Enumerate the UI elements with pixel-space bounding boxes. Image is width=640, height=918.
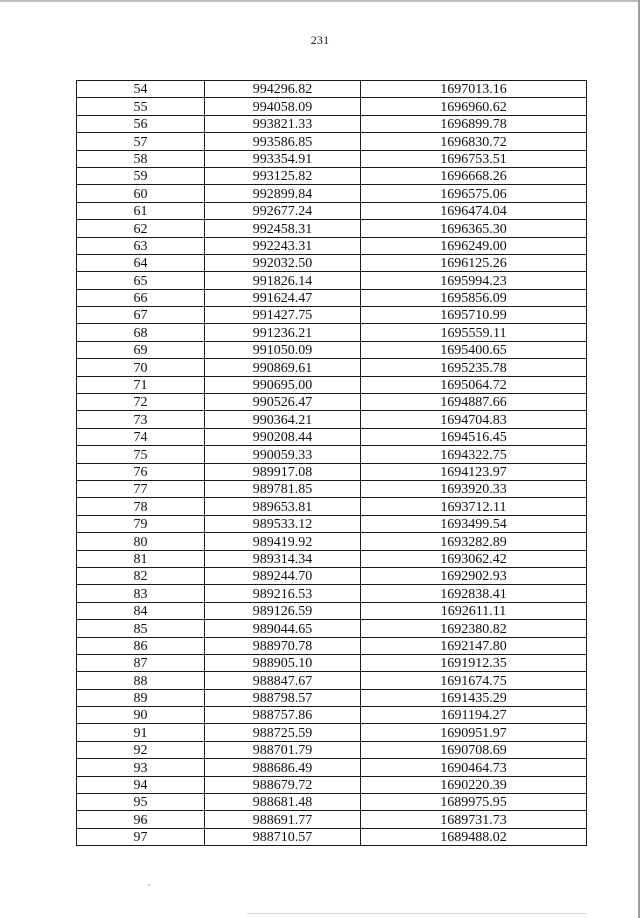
point-number-cell: 73 [77, 411, 205, 428]
point-number-cell: 56 [77, 115, 205, 132]
y-coordinate-cell: 1695856.09 [361, 289, 587, 306]
table-row [77, 115, 587, 132]
x-coordinate-cell: 988710.57 [205, 828, 361, 845]
x-coordinate-cell: 989419.92 [205, 533, 361, 550]
point-number-cell: 82 [77, 567, 205, 584]
y-coordinate-cell: 1692611.11 [361, 602, 587, 619]
point-number-cell: 69 [77, 341, 205, 358]
table-row [77, 550, 587, 567]
y-coordinate-cell: 1696753.51 [361, 150, 587, 167]
y-coordinate-cell: 1693712.11 [361, 498, 587, 515]
table-row [77, 828, 587, 845]
x-coordinate-cell: 989653.81 [205, 498, 361, 515]
x-coordinate-cell: 988681.48 [205, 794, 361, 811]
x-coordinate-cell: 988847.67 [205, 672, 361, 689]
table-row [77, 254, 587, 271]
y-coordinate-cell: 1690464.73 [361, 759, 587, 776]
y-coordinate-cell: 1696474.04 [361, 202, 587, 219]
x-coordinate-cell: 994058.09 [205, 98, 361, 115]
y-coordinate-cell: 1693920.33 [361, 480, 587, 497]
point-number-cell: 80 [77, 533, 205, 550]
y-coordinate-cell: 1696125.26 [361, 254, 587, 271]
point-number-cell: 89 [77, 689, 205, 706]
x-coordinate-cell: 990364.21 [205, 411, 361, 428]
y-coordinate-cell: 1697013.16 [361, 81, 587, 98]
y-coordinate-cell: 1690220.39 [361, 776, 587, 793]
table-row [77, 98, 587, 115]
point-number-cell: 65 [77, 272, 205, 289]
point-number-cell: 60 [77, 185, 205, 202]
table-row [77, 463, 587, 480]
point-number-cell: 71 [77, 376, 205, 393]
coordinates-table-body [77, 81, 587, 846]
point-number-cell: 76 [77, 463, 205, 480]
table-row [77, 602, 587, 619]
point-number-cell: 62 [77, 220, 205, 237]
x-coordinate-cell: 993586.85 [205, 133, 361, 150]
x-coordinate-cell: 988905.10 [205, 654, 361, 671]
x-coordinate-cell: 990208.44 [205, 428, 361, 445]
table-row [77, 307, 587, 324]
x-coordinate-cell: 991427.75 [205, 307, 361, 324]
table-row [77, 724, 587, 741]
y-coordinate-cell: 1691435.29 [361, 689, 587, 706]
page-number: 231 [310, 33, 330, 47]
table-row [77, 220, 587, 237]
y-coordinate-cell: 1696668.26 [361, 167, 587, 184]
table-row [77, 185, 587, 202]
coordinates-table [76, 80, 587, 846]
table-row [77, 359, 587, 376]
table-row [77, 394, 587, 411]
point-number-cell: 54 [77, 81, 205, 98]
x-coordinate-cell: 989781.85 [205, 480, 361, 497]
y-coordinate-cell: 1695235.78 [361, 359, 587, 376]
x-coordinate-cell: 992243.31 [205, 237, 361, 254]
point-number-cell: 90 [77, 707, 205, 724]
page-bottom-rule [247, 913, 587, 914]
y-coordinate-cell: 1695710.99 [361, 307, 587, 324]
x-coordinate-cell: 993821.33 [205, 115, 361, 132]
y-coordinate-cell: 1696249.00 [361, 237, 587, 254]
x-coordinate-cell: 988679.72 [205, 776, 361, 793]
table-row [77, 341, 587, 358]
point-number-cell: 63 [77, 237, 205, 254]
point-number-cell: 61 [77, 202, 205, 219]
y-coordinate-cell: 1691912.35 [361, 654, 587, 671]
x-coordinate-cell: 990526.47 [205, 394, 361, 411]
y-coordinate-cell: 1693282.89 [361, 533, 587, 550]
y-coordinate-cell: 1696960.62 [361, 98, 587, 115]
x-coordinate-cell: 992677.24 [205, 202, 361, 219]
point-number-cell: 64 [77, 254, 205, 271]
y-coordinate-cell: 1693499.54 [361, 515, 587, 532]
table-row [77, 446, 587, 463]
y-coordinate-cell: 1689488.02 [361, 828, 587, 845]
point-number-cell: 72 [77, 394, 205, 411]
table-row [77, 515, 587, 532]
page-edge-top [0, 0, 640, 2]
x-coordinate-cell: 991624.47 [205, 289, 361, 306]
point-number-cell: 84 [77, 602, 205, 619]
x-coordinate-cell: 990695.00 [205, 376, 361, 393]
x-coordinate-cell: 993125.82 [205, 167, 361, 184]
x-coordinate-cell: 992032.50 [205, 254, 361, 271]
table-row [77, 637, 587, 654]
point-number-cell: 94 [77, 776, 205, 793]
table-row [77, 689, 587, 706]
y-coordinate-cell: 1692902.93 [361, 567, 587, 584]
x-coordinate-cell: 989533.12 [205, 515, 361, 532]
y-coordinate-cell: 1692838.41 [361, 585, 587, 602]
table-row [77, 133, 587, 150]
x-coordinate-cell: 989917.08 [205, 463, 361, 480]
y-coordinate-cell: 1696575.06 [361, 185, 587, 202]
table-row [77, 776, 587, 793]
table-row [77, 411, 587, 428]
y-coordinate-cell: 1694516.45 [361, 428, 587, 445]
point-number-cell: 86 [77, 637, 205, 654]
table-row [77, 585, 587, 602]
y-coordinate-cell: 1690708.69 [361, 741, 587, 758]
x-coordinate-cell: 992458.31 [205, 220, 361, 237]
y-coordinate-cell: 1696899.78 [361, 115, 587, 132]
table-row [77, 759, 587, 776]
x-coordinate-cell: 991236.21 [205, 324, 361, 341]
point-number-cell: 83 [77, 585, 205, 602]
table-row [77, 237, 587, 254]
y-coordinate-cell: 1695400.65 [361, 341, 587, 358]
y-coordinate-cell: 1689731.73 [361, 811, 587, 828]
x-coordinate-cell: 989244.70 [205, 567, 361, 584]
point-number-cell: 93 [77, 759, 205, 776]
point-number-cell: 85 [77, 620, 205, 637]
table-row [77, 654, 587, 671]
y-coordinate-cell: 1693062.42 [361, 550, 587, 567]
x-coordinate-cell: 993354.91 [205, 150, 361, 167]
x-coordinate-cell: 991826.14 [205, 272, 361, 289]
x-coordinate-cell: 991050.09 [205, 341, 361, 358]
y-coordinate-cell: 1689975.95 [361, 794, 587, 811]
table-row [77, 480, 587, 497]
y-coordinate-cell: 1694322.75 [361, 446, 587, 463]
x-coordinate-cell: 992899.84 [205, 185, 361, 202]
x-coordinate-cell: 990869.61 [205, 359, 361, 376]
point-number-cell: 75 [77, 446, 205, 463]
x-coordinate-cell: 989126.59 [205, 602, 361, 619]
y-coordinate-cell: 1691674.75 [361, 672, 587, 689]
point-number-cell: 77 [77, 480, 205, 497]
table-row [77, 811, 587, 828]
y-coordinate-cell: 1692147.80 [361, 637, 587, 654]
y-coordinate-cell: 1692380.82 [361, 620, 587, 637]
table-row [77, 272, 587, 289]
point-number-cell: 68 [77, 324, 205, 341]
table-row [77, 289, 587, 306]
point-number-cell: 92 [77, 741, 205, 758]
point-number-cell: 79 [77, 515, 205, 532]
table-row [77, 741, 587, 758]
point-number-cell: 97 [77, 828, 205, 845]
y-coordinate-cell: 1696365.30 [361, 220, 587, 237]
point-number-cell: 58 [77, 150, 205, 167]
x-coordinate-cell: 988725.59 [205, 724, 361, 741]
point-number-cell: 88 [77, 672, 205, 689]
table-row [77, 428, 587, 445]
y-coordinate-cell: 1696830.72 [361, 133, 587, 150]
point-number-cell: 96 [77, 811, 205, 828]
x-coordinate-cell: 989044.65 [205, 620, 361, 637]
table-row [77, 707, 587, 724]
table-row [77, 202, 587, 219]
y-coordinate-cell: 1694123.97 [361, 463, 587, 480]
table-row [77, 81, 587, 98]
table-row [77, 498, 587, 515]
table-row [77, 324, 587, 341]
point-number-cell: 57 [77, 133, 205, 150]
table-row [77, 533, 587, 550]
table-row [77, 567, 587, 584]
x-coordinate-cell: 988970.78 [205, 637, 361, 654]
point-number-cell: 70 [77, 359, 205, 376]
table-row [77, 794, 587, 811]
point-number-cell: 55 [77, 98, 205, 115]
point-number-cell: 67 [77, 307, 205, 324]
x-coordinate-cell: 988686.49 [205, 759, 361, 776]
table-row [77, 167, 587, 184]
point-number-cell: 95 [77, 794, 205, 811]
y-coordinate-cell: 1695994.23 [361, 272, 587, 289]
x-coordinate-cell: 994296.82 [205, 81, 361, 98]
x-coordinate-cell: 990059.33 [205, 446, 361, 463]
x-coordinate-cell: 988757.86 [205, 707, 361, 724]
point-number-cell: 87 [77, 654, 205, 671]
y-coordinate-cell: 1695559.11 [361, 324, 587, 341]
x-coordinate-cell: 988701.79 [205, 741, 361, 758]
y-coordinate-cell: 1694704.83 [361, 411, 587, 428]
x-coordinate-cell: 988798.57 [205, 689, 361, 706]
y-coordinate-cell: 1695064.72 [361, 376, 587, 393]
scan-speck [148, 884, 150, 886]
y-coordinate-cell: 1694887.66 [361, 394, 587, 411]
point-number-cell: 74 [77, 428, 205, 445]
x-coordinate-cell: 988691.77 [205, 811, 361, 828]
y-coordinate-cell: 1691194.27 [361, 707, 587, 724]
point-number-cell: 66 [77, 289, 205, 306]
point-number-cell: 59 [77, 167, 205, 184]
x-coordinate-cell: 989216.53 [205, 585, 361, 602]
point-number-cell: 81 [77, 550, 205, 567]
table-row [77, 150, 587, 167]
point-number-cell: 78 [77, 498, 205, 515]
point-number-cell: 91 [77, 724, 205, 741]
y-coordinate-cell: 1690951.97 [361, 724, 587, 741]
table-row [77, 620, 587, 637]
x-coordinate-cell: 989314.34 [205, 550, 361, 567]
table-row [77, 376, 587, 393]
table-row [77, 672, 587, 689]
